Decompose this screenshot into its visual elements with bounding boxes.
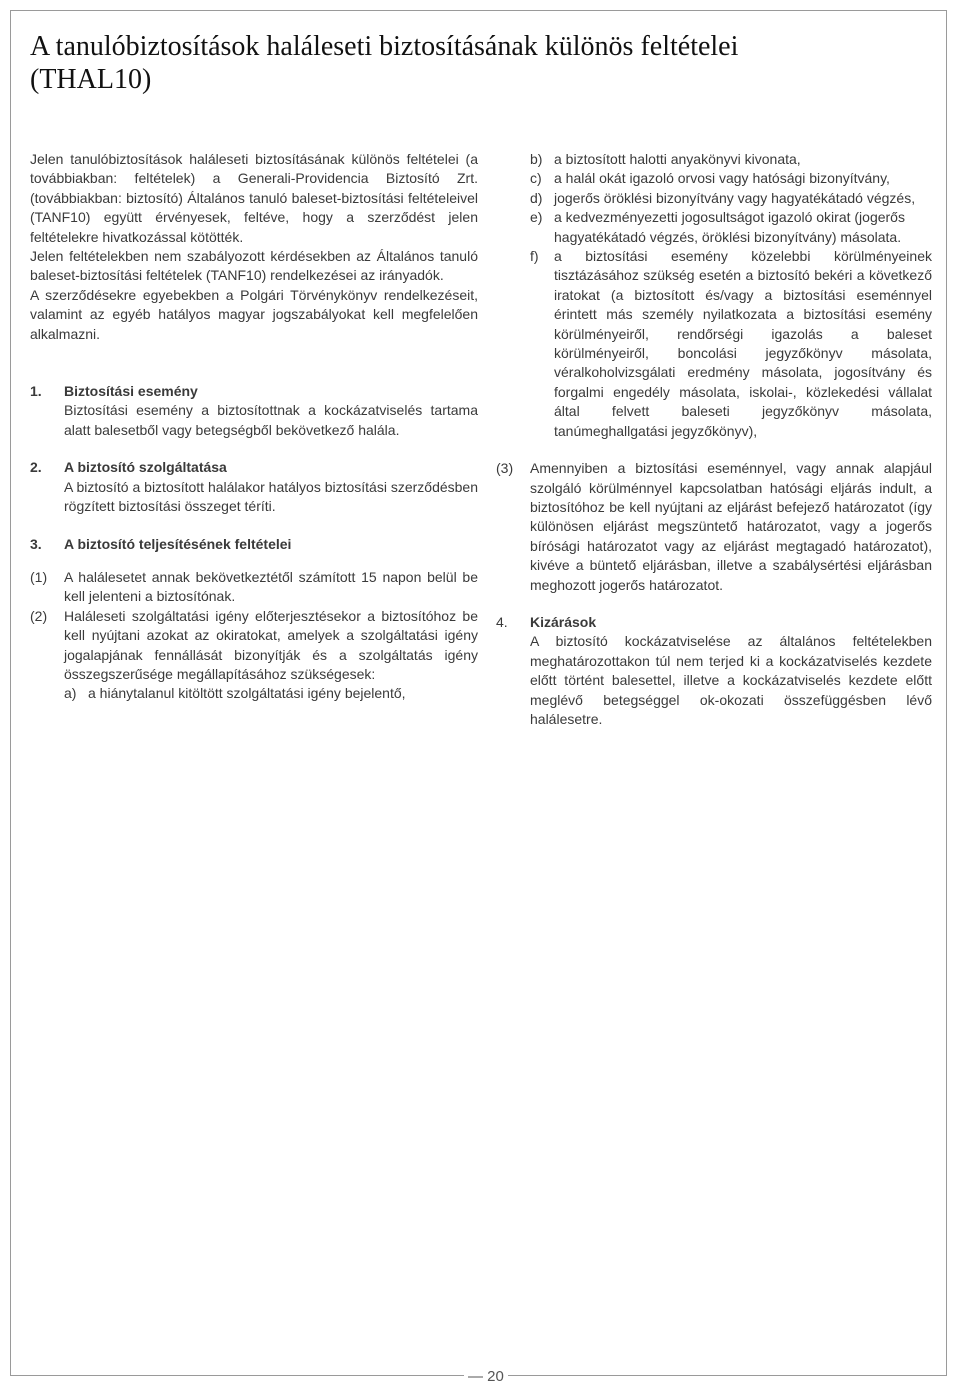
section-number: 1. [30,383,42,400]
section-body: A biztosító a biztosított halálakor hatályos biztosítási szerződésben rögzített biztosítási összeget téríti. [64,478,479,515]
clause-3 [496,459,932,595]
intro-paragraph: Jelen feltételekben nem szabályozott kérdésekben az Általános tanuló baleset-biztosítási feltételek (TANF10) rendelkezései az irányadók. [30,248,478,284]
section-kizarasok [496,613,932,729]
document-list-item [530,150,932,169]
list-item-text: a kedvezményezetti jogosultságot igazoló okirat (jogerős hagyatékátadó végzés, öröklési bizonyítvány) másolata. [554,209,905,245]
clause-text: Amennyiben a biztosítási eseménnyel, vagy annak alapjául szolgáló körülménnyel kapcsolatban hatósági eljárás indult, a biztosítóhoz be kell nyújtani az eljárást befejező határozatot (így különösen eljárást megszüntető határozatot, vagy a jogerős bírósági határozatot vagy az eljárást megtagadó határozatot), kivéve a büntető eljárásban, illetve a szabálysértési eljárásban meghozott jogerős határozatot. [530,460,932,593]
clause-label: (3) [496,460,514,477]
section-body: A biztosító kockázatviselése az általános feltételekben meghatározottakon túl nem terjed ki a kockázatviselés kezdete előtt történt balesettel, illetve a kockázatviselés kezdete előtt meglévő betegséggel ok-okozati összefüggésben lévő halálesetre. [530,633,932,727]
document-list-item [530,247,932,441]
section-biztositasi-esemeny [30,382,478,440]
document-list-item [530,169,932,188]
clause-label: (1) [30,568,48,585]
document-list-item [530,189,932,208]
clause-2 [30,607,478,704]
list-item-text: a biztosított halotti anyakönyvi kivonata, [554,151,801,167]
section-title: Biztosítási esemény [64,383,198,400]
page-number-value: 20 [487,1368,504,1385]
left-column [30,150,478,704]
document-list-item [530,208,932,247]
list-item-label: c) [530,170,542,187]
list-item-text: a biztosítási esemény közelebbi körülményeinek tisztázásához szükség esetén a biztosító bekéri a következő iratokat (a biztosított és/vagy a biztosítási eseménnyel érintett más személy nyilatkozata a biztosítási esemény körülményeiről, rendőrségi igazolás a baleset körülményeiről, boncolási jegyzőkönyv másolata, véralkoholvizsgálati eredmény másolata, jogosítvány és forgalmi engedély másolata, iskolai-, közlekedési vállalat által felvett baleseti jegyzőkönyv másolata, tanúmeghallgatási jegyzőkönyv), [554,248,932,439]
section-biztosito-szolgaltatasa [30,458,478,516]
list-item-label: e) [530,209,543,226]
section-number: 4. [496,613,508,630]
list-item-label: b) [530,151,543,167]
intro-paragraph: A szerződésekre egyebekben a Polgári Törvénykönyv rendelkezéseit, valamint az egyéb hatályos magyar jogszabályokat kell megfelelően alkalmazni. [30,286,478,342]
clause-text: Haláleseti szolgáltatási igény előterjesztésekor a biztosítóhoz be kell nyújtani azokat az okiratokat, amelyek a szolgáltatási igény jogalapjának fennállását bizonyítják és a szolgáltatás igény összegszerűsége megállapításához szükségesek: [64,607,478,682]
list-item-text: jogerős öröklési bizonyítvány vagy hagyatékátadó végzés, [554,189,916,206]
list-item-text: a hiánytalanul kitöltött szolgáltatási igény bejelentő, [88,685,406,702]
right-column [496,150,932,729]
section-number: 3. [30,535,42,552]
section-teljesites-feltetelei [30,535,478,554]
list-item-label: d) [530,189,543,206]
document-list-item [64,684,478,703]
section-title: Kizárások [530,613,597,630]
clause-label: (2) [30,607,48,624]
clause-1 [30,568,478,607]
section-title: A biztosító teljesítésének feltételei [64,535,292,552]
section-body: Biztosítási esemény a biztosítottnak a kockázatviselés tartama alatt balesetből vagy betegségből bekövetkező halála. [64,402,478,438]
list-item-text: a halál okát igazoló orvosi vagy hatósági bizonyítvány, [554,170,890,187]
page-number: — 20 [464,1368,508,1386]
clause-text: A halálesetet annak bekövetkeztétől számított 15 napon belül be kell jelenteni a biztosítónak. [64,568,478,605]
list-item-label: f) [530,248,539,265]
page-title: A tanulóbiztosítások haláleseti biztosításának különös feltételei (THAL10) [30,31,739,95]
intro-paragraph: Jelen tanulóbiztosítások haláleseti biztosításának különös feltételei (a továbbiakban: feltételek) a Generali-Providencia Biztosító Zrt. (továbbiakban: biztosító) Általános tanuló baleset-biztosítási feltételeivel (TANF10) együtt érvényesek, feltéve, hogy a szerződést jelen feltételekre hivatkozással kötötték. [30,151,478,245]
list-item-label: a) [64,685,77,702]
section-title: A biztosító szolgáltatása [64,459,227,476]
section-number: 2. [30,459,42,476]
